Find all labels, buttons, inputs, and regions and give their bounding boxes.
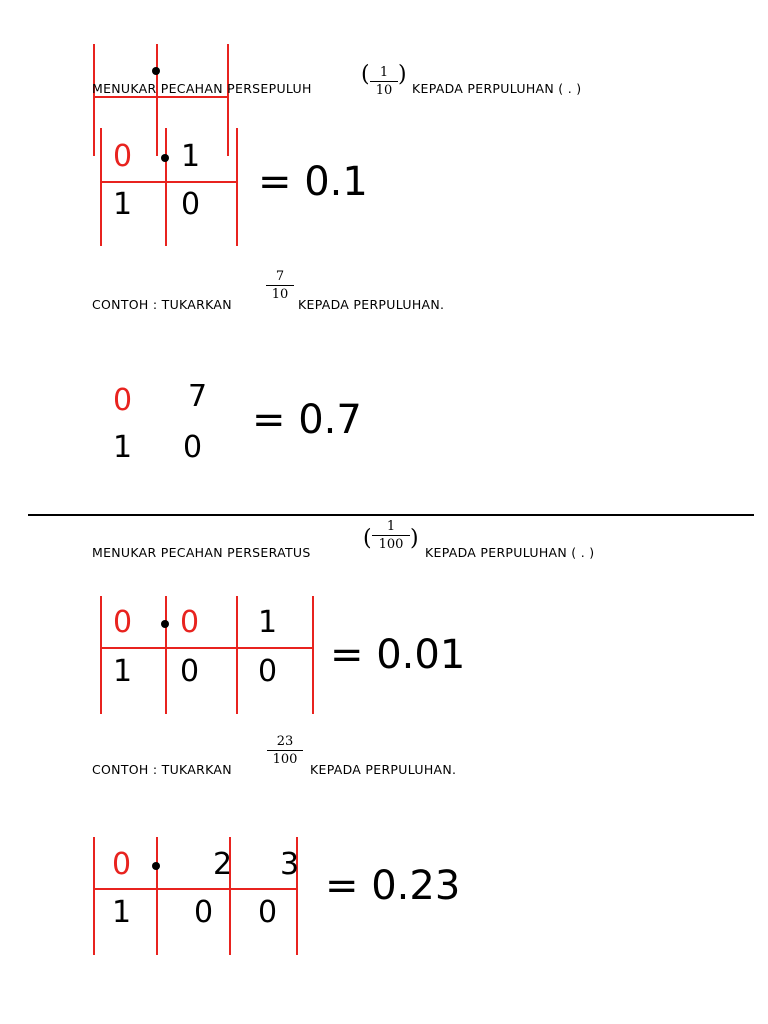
table3-line-2 [156, 837, 158, 955]
title-frame-line-mid [156, 44, 158, 156]
fraction-numerator: 1 [379, 65, 389, 80]
section2-title-before: MENUKAR PECAHAN PERSERATUS [92, 545, 311, 560]
example1-top-digit-2: 7 [188, 379, 208, 414]
table1-result: = 0.1 [258, 159, 368, 205]
table2-result: = 0.01 [330, 632, 466, 678]
example2-after: KEPADA PERPULUHAN. [310, 762, 457, 777]
example1-result: = 0.7 [252, 397, 362, 443]
table1-line-right [236, 128, 238, 246]
table1-bottom-digit-2: 0 [181, 187, 201, 222]
table3-top-digit-3: 3 [280, 847, 300, 882]
table3-top-digit-1: 0 [112, 847, 132, 882]
title-frame-line-left [93, 44, 95, 156]
example1-fraction [266, 270, 294, 301]
table2-top-digit-2: 0 [180, 605, 200, 640]
table3-result: = 0.23 [325, 863, 461, 909]
fraction-bar [372, 535, 410, 536]
example1-bottom-digit-2: 0 [183, 430, 203, 465]
fraction-numerator: 1 [386, 519, 396, 534]
table2-bottom-digit-3: 0 [258, 654, 278, 689]
fraction-denominator: 100 [378, 537, 404, 552]
section2-paren-close: ) [410, 526, 419, 551]
table2-line-2 [165, 596, 167, 714]
table2-top-digit-1: 0 [113, 605, 133, 640]
section1-paren-close: ) [398, 62, 407, 87]
example1-before: CONTOH : TUKARKAN [92, 297, 232, 312]
table2-line-1 [100, 596, 102, 714]
section2-paren-open: ( [363, 526, 372, 551]
table1-hline [100, 181, 238, 183]
table2-top-digit-3: 1 [258, 605, 278, 640]
table2-bottom-digit-1: 1 [113, 654, 133, 689]
example2-fraction [267, 735, 303, 766]
title-frame-hline [93, 96, 229, 98]
table3-line-1 [93, 837, 95, 955]
table2-line-3 [236, 596, 238, 714]
fraction-denominator: 100 [272, 752, 298, 767]
decimal-point-dot [161, 620, 169, 628]
table1-top-digit-1: 0 [113, 139, 133, 174]
decimal-point-dot [152, 862, 160, 870]
example2-before: CONTOH : TUKARKAN [92, 762, 232, 777]
table2-line-4 [312, 596, 314, 714]
table3-top-digit-2: 2 [213, 847, 233, 882]
table2-bottom-digit-2: 0 [180, 654, 200, 689]
table1-top-digit-2: 1 [181, 139, 201, 174]
table1-line-mid [165, 128, 167, 246]
fraction-denominator: 10 [271, 287, 289, 302]
table1-bottom-digit-1: 1 [113, 187, 133, 222]
decimal-point-dot [152, 67, 160, 75]
table3-bottom-digit-1: 1 [112, 895, 132, 930]
section1-title-after: KEPADA PERPULUHAN ( . ) [412, 81, 582, 96]
title-frame-line-right [227, 44, 229, 156]
section2-fraction [372, 520, 410, 551]
fraction-denominator: 10 [375, 83, 393, 98]
table3-hline [93, 888, 298, 890]
fraction-numerator: 7 [275, 269, 285, 284]
table3-bottom-digit-2: 0 [194, 895, 214, 930]
example1-top-digit-1: 0 [113, 383, 133, 418]
table2-hline [100, 647, 314, 649]
section-divider [28, 514, 754, 516]
decimal-point-dot [161, 154, 169, 162]
table1-line-left [100, 128, 102, 246]
example1-bottom-digit-1: 1 [113, 430, 133, 465]
section1-fraction [370, 66, 398, 97]
fraction-bar [266, 285, 294, 286]
fraction-numerator: 23 [276, 734, 294, 749]
example1-after: KEPADA PERPULUHAN. [298, 297, 445, 312]
section2-title-after: KEPADA PERPULUHAN ( . ) [425, 545, 595, 560]
section1-paren-open: ( [361, 62, 370, 87]
fraction-bar [370, 81, 398, 82]
fraction-bar [267, 750, 303, 751]
table3-bottom-digit-3: 0 [258, 895, 278, 930]
section1-title-before: MENUKAR PECAHAN PERSEPULUH [92, 81, 312, 96]
